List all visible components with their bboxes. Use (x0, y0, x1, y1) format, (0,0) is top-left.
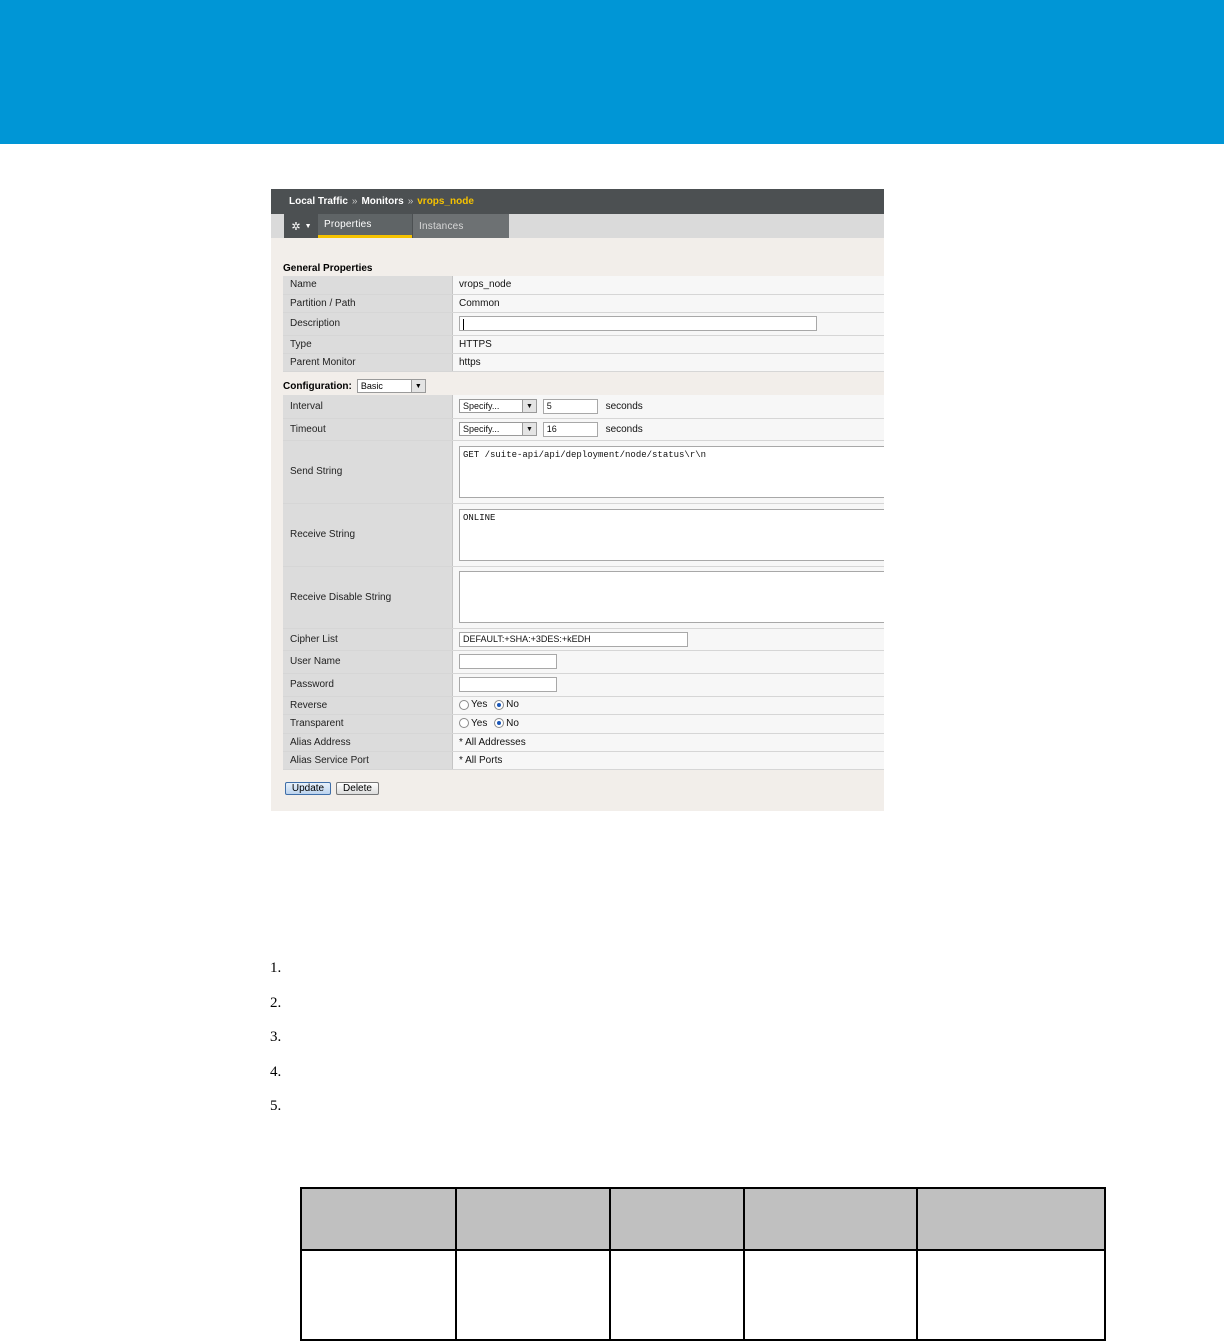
description-label: Description (283, 312, 453, 335)
interval-input[interactable]: 5 (543, 399, 598, 414)
configuration-mode-value: Basic (360, 381, 383, 391)
interval-unit: seconds (605, 400, 643, 412)
tab-properties[interactable]: Properties (318, 214, 412, 238)
configuration-heading (283, 379, 426, 393)
description-input[interactable] (459, 316, 817, 331)
table-row (283, 673, 884, 696)
description-cell (453, 312, 885, 335)
timeout-label: Timeout (283, 418, 453, 440)
header-band (0, 0, 1224, 144)
table-row (283, 335, 884, 353)
list-item: 2. (270, 994, 282, 1011)
list-item: 4. (270, 1063, 282, 1080)
table-row (301, 1250, 1105, 1340)
tab-instances[interactable]: Instances (413, 214, 509, 238)
table-row (283, 628, 884, 650)
user-name-label: User Name (283, 650, 453, 673)
interval-select[interactable] (459, 399, 537, 413)
transparent-cell (453, 714, 885, 733)
receive-disable-string-textarea[interactable] (459, 571, 884, 623)
user-name-cell (453, 650, 885, 673)
general-properties-table (283, 276, 884, 372)
receive-string-cell (453, 503, 885, 566)
table-row (283, 440, 884, 503)
timeout-select-value: Specify... (463, 424, 500, 434)
table-cell (744, 1250, 917, 1340)
gear-icon: ✲ (291, 220, 301, 233)
tab-bar (271, 214, 884, 238)
user-name-input[interactable] (459, 654, 557, 669)
interval-cell (453, 395, 885, 418)
breadcrumb-local-traffic[interactable]: Local Traffic (289, 196, 348, 207)
table-row (283, 395, 884, 418)
breadcrumb-current: vrops_node (417, 196, 474, 207)
numbered-list (270, 957, 281, 1130)
send-string-label: Send String (283, 440, 453, 503)
alias-address-label: Alias Address (283, 733, 453, 751)
interval-select-value: Specify... (463, 401, 500, 412)
breadcrumb-monitors[interactable]: Monitors (361, 196, 404, 207)
receive-disable-string-cell (453, 566, 885, 628)
type-value: HTTPS (453, 335, 885, 353)
cipher-list-input[interactable]: DEFAULT:+SHA:+3DES:+kEDH (459, 632, 688, 647)
chevron-down-icon: ▼ (304, 222, 312, 230)
table-row (283, 312, 884, 335)
parent-monitor-value: https (453, 353, 885, 371)
receive-string-textarea[interactable]: ONLINE (459, 509, 884, 561)
reverse-no-label: No (506, 699, 519, 711)
table-row (283, 714, 884, 733)
timeout-unit: seconds (605, 423, 643, 435)
name-label: Name (283, 276, 453, 294)
timeout-cell (453, 418, 885, 440)
table-header-cell (917, 1188, 1105, 1250)
table-header-cell (744, 1188, 917, 1250)
password-label: Password (283, 673, 453, 696)
table-row (283, 418, 884, 440)
configuration-label: Configuration: (283, 380, 352, 392)
password-cell (453, 673, 885, 696)
table-row (283, 276, 884, 294)
gear-menu-button[interactable] (285, 214, 318, 238)
receive-disable-string-label: Receive Disable String (283, 566, 453, 628)
breadcrumb-separator: » (407, 196, 414, 207)
chevron-down-icon: ▼ (411, 380, 425, 392)
receive-string-label: Receive String (283, 503, 453, 566)
cipher-list-cell (453, 628, 885, 650)
send-string-cell (453, 440, 885, 503)
table-cell (610, 1250, 744, 1340)
table-row (283, 751, 884, 769)
table-cell (456, 1250, 610, 1340)
table-row (283, 294, 884, 312)
timeout-select[interactable] (459, 422, 537, 436)
reverse-label: Reverse (283, 696, 453, 714)
table-row (283, 650, 884, 673)
table-row (283, 353, 884, 371)
table-header-cell (610, 1188, 744, 1250)
monitor-properties-screenshot (271, 189, 884, 811)
reverse-yes-label: Yes (471, 699, 488, 711)
transparent-yes-radio[interactable] (459, 718, 469, 728)
reverse-no-radio[interactable] (494, 700, 504, 710)
interval-label: Interval (283, 395, 453, 418)
list-item: 1. (270, 960, 282, 976)
table-row (283, 566, 884, 628)
password-input[interactable] (459, 677, 557, 692)
text-cursor (463, 319, 464, 330)
table-header-cell (456, 1188, 610, 1250)
breadcrumb (271, 189, 884, 214)
table-row (283, 733, 884, 751)
parent-monitor-label: Parent Monitor (283, 353, 453, 371)
transparent-yes-label: Yes (471, 717, 488, 729)
update-button[interactable]: Update (285, 782, 331, 795)
list-item: 3. (270, 1029, 282, 1045)
transparent-no-label: No (506, 717, 519, 729)
reverse-cell (453, 696, 885, 714)
transparent-no-radio[interactable] (494, 718, 504, 728)
send-string-textarea[interactable]: GET /suite-api/api/deployment/node/status\r\n (459, 446, 884, 498)
table-row (283, 503, 884, 566)
table-cell (301, 1250, 456, 1340)
type-label: Type (283, 335, 453, 353)
timeout-input[interactable]: 16 (543, 422, 598, 437)
configuration-mode-select[interactable] (357, 379, 426, 393)
name-value: vrops_node (453, 276, 885, 294)
cipher-list-label: Cipher List (283, 628, 453, 650)
reverse-yes-radio[interactable] (459, 700, 469, 710)
table-header-cell (301, 1188, 456, 1250)
table-row (283, 696, 884, 714)
table-header-row (301, 1188, 1105, 1250)
delete-button[interactable]: Delete (336, 782, 379, 795)
chevron-down-icon: ▼ (522, 400, 536, 412)
partition-value: Common (453, 294, 885, 312)
partition-label: Partition / Path (283, 294, 453, 312)
empty-table (300, 1187, 1106, 1341)
alias-service-port-value: * All Ports (453, 751, 885, 769)
general-properties-heading: General Properties (283, 263, 373, 274)
breadcrumb-separator: » (351, 196, 358, 207)
transparent-label: Transparent (283, 714, 453, 733)
alias-address-value: * All Addresses (453, 733, 885, 751)
list-item: 5. (270, 1098, 282, 1114)
configuration-table (283, 395, 884, 770)
table-cell (917, 1250, 1105, 1340)
chevron-down-icon: ▼ (522, 423, 536, 435)
alias-service-port-label: Alias Service Port (283, 751, 453, 769)
